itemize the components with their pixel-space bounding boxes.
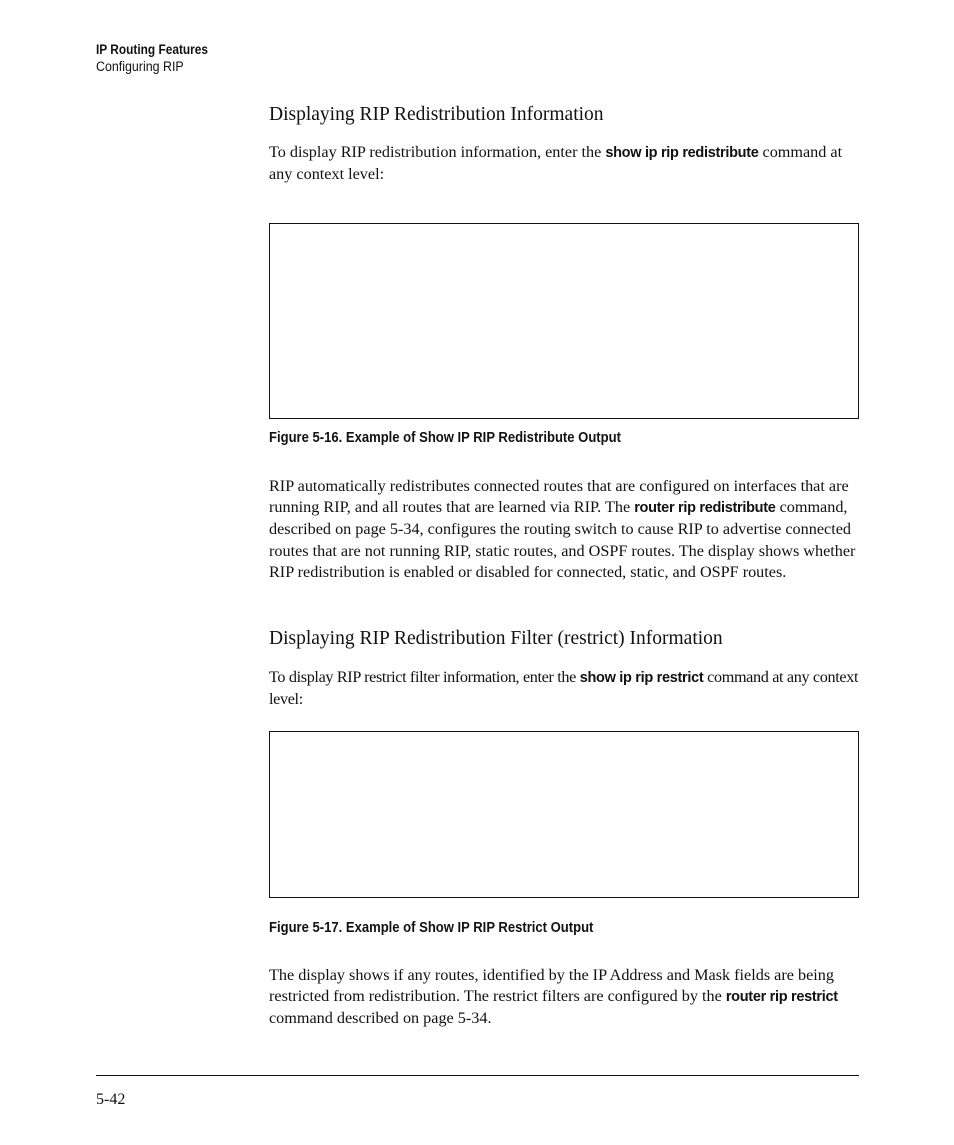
page-number: 5-42 <box>96 1091 126 1108</box>
running-header <box>96 41 223 75</box>
explanation-text-before: RIP automatically redistributes connected routes that are configured on interfaces that are running RIP, and all routes that are learned via RIP. The <box>269 477 849 517</box>
redistribution-intro-paragraph <box>269 142 861 185</box>
figure-5-16-caption: Figure 5-16. Example of Show IP RIP Redistribute Output <box>269 430 621 446</box>
figure-5-17-output-box <box>269 731 859 898</box>
redistribution-explanation-paragraph <box>269 476 861 583</box>
intro-text-after: command at any context level: <box>269 668 859 709</box>
intro-text-before: To display RIP redistribution information, enter the <box>269 143 606 161</box>
section-heading-redistribution: Displaying RIP Redistribution Information <box>269 104 604 125</box>
intro-text-before: To display RIP restrict filter information, enter the <box>269 668 580 686</box>
section-heading-restrict: Displaying RIP Redistribution Filter (restrict) Information <box>269 628 723 649</box>
footer-rule <box>96 1075 859 1076</box>
command-show-ip-rip-restrict: show ip rip restrict <box>579 670 704 686</box>
chapter-title: IP Routing Features <box>96 42 209 57</box>
command-router-rip-redistribute: router rip redistribute <box>634 500 776 517</box>
section-title: Configuring RIP <box>96 59 184 74</box>
intro-text-after: command at any context level: <box>269 143 843 184</box>
command-show-ip-rip-redistribute: show ip rip redistribute <box>605 145 759 161</box>
figure-5-16-output-box <box>269 223 859 419</box>
figure-5-17-caption: Figure 5-17. Example of Show IP RIP Restrict Output <box>269 920 594 936</box>
command-router-rip-restrict: router rip restrict <box>725 989 838 1006</box>
explanation-text-after: command described on page 5-34. <box>269 1009 492 1028</box>
explanation-text-after: command, described on page 5-34, configures the routing switch to cause RIP to advertise connected routes that are not running RIP, static routes, and OSPF routes. The display shows whether RIP redistribution is enabled or disabled for connected, static, and OSPF routes. <box>269 498 856 581</box>
restrict-intro-paragraph <box>269 667 861 710</box>
explanation-text-before: The display shows if any routes, identified by the IP Address and Mask fields are being restricted from redistribution. The restrict filters are configured by the <box>269 966 834 1006</box>
restrict-explanation-paragraph <box>269 965 861 1030</box>
